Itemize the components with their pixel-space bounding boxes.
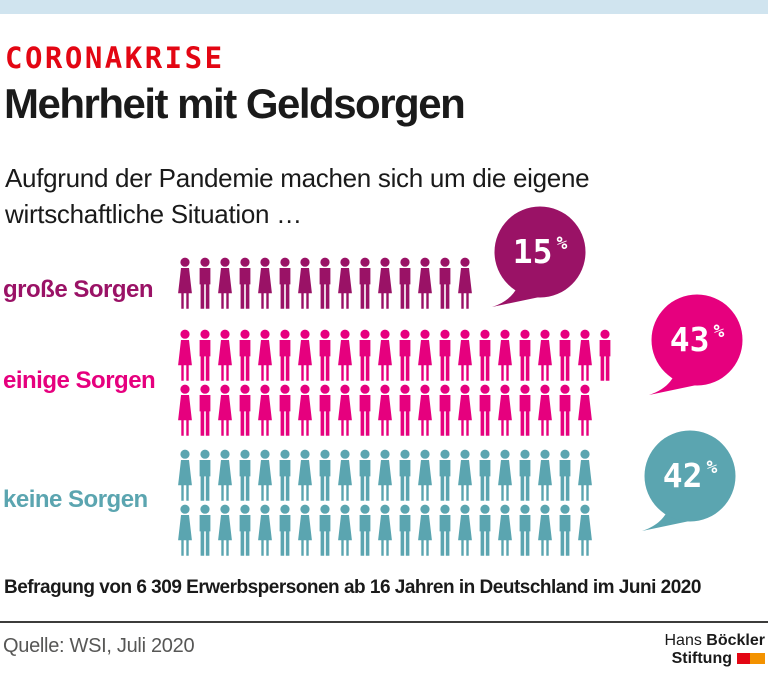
person-icon-male <box>555 449 575 503</box>
person-icon-male <box>555 329 575 383</box>
person-icon-male <box>395 257 415 311</box>
person-icon-female <box>175 504 195 558</box>
percent-sign: % <box>706 456 718 478</box>
person-icon-female <box>295 257 315 311</box>
person-icon-male <box>355 504 375 558</box>
person-icon-male <box>315 384 335 438</box>
top-accent-bar <box>0 0 768 14</box>
person-icon-female <box>335 329 355 383</box>
person-icon-female <box>295 384 315 438</box>
person-icon-male <box>315 504 335 558</box>
logo-red-block-icon <box>737 653 750 664</box>
page-title: Mehrheit mit Geldsorgen <box>4 80 465 127</box>
person-icon-female <box>175 257 195 311</box>
category-label-keine-sorgen: keine Sorgen <box>3 486 148 513</box>
person-icon-female <box>495 449 515 503</box>
person-icon-female <box>455 449 475 503</box>
person-icon-male <box>435 257 455 311</box>
pictogram-row <box>175 257 475 311</box>
person-icon-female <box>215 384 235 438</box>
person-icon-male <box>195 504 215 558</box>
person-icon-female <box>455 329 475 383</box>
person-icon-female <box>535 329 555 383</box>
person-icon-female <box>535 384 555 438</box>
person-icon-male <box>395 449 415 503</box>
person-icon-male <box>355 384 375 438</box>
person-icon-male <box>395 384 415 438</box>
person-icon-female <box>415 329 435 383</box>
percent-sign: % <box>713 320 725 342</box>
value-number: 42 <box>662 455 703 495</box>
person-icon-male <box>475 384 495 438</box>
divider-line <box>0 621 768 623</box>
person-icon-male <box>435 384 455 438</box>
person-icon-male <box>315 449 335 503</box>
person-icon-male <box>435 329 455 383</box>
person-icon-female <box>295 449 315 503</box>
person-icon-male <box>515 329 535 383</box>
logo-line2 <box>664 650 765 668</box>
person-icon-female <box>375 384 395 438</box>
person-icon-male <box>235 329 255 383</box>
person-icon-male <box>355 329 375 383</box>
person-icon-female <box>215 329 235 383</box>
value-bubble-grosse-sorgen <box>484 206 596 310</box>
subtitle-line1: Aufgrund der Pandemie machen sich um die eigene <box>5 163 590 193</box>
person-icon-female <box>535 449 555 503</box>
person-icon-female <box>335 257 355 311</box>
logo-stiftung: Stiftung <box>671 650 732 667</box>
pictogram-group-grosse-sorgen <box>175 257 475 312</box>
person-icon-male <box>275 329 295 383</box>
person-icon-female <box>335 384 355 438</box>
person-icon-female <box>415 384 435 438</box>
person-icon-male <box>595 329 615 383</box>
person-icon-female <box>415 504 435 558</box>
pictogram-row <box>175 384 615 438</box>
person-icon-male <box>395 329 415 383</box>
source-text: Quelle: WSI, Juli 2020 <box>3 635 195 657</box>
person-icon-female <box>215 257 235 311</box>
person-icon-male <box>195 257 215 311</box>
person-icon-female <box>255 449 275 503</box>
footnote: Befragung von 6 309 Erwerbspersonen ab 16 Jahren in Deutschland im Juni 2020 <box>4 577 701 598</box>
person-icon-female <box>335 449 355 503</box>
logo-orange-block-icon <box>750 653 765 664</box>
person-icon-male <box>355 449 375 503</box>
person-icon-female <box>575 329 595 383</box>
value-label <box>651 306 743 372</box>
person-icon-female <box>495 504 515 558</box>
person-icon-female <box>255 257 275 311</box>
person-icon-female <box>575 449 595 503</box>
person-icon-male <box>235 504 255 558</box>
person-icon-female <box>215 504 235 558</box>
person-icon-female <box>415 257 435 311</box>
person-icon-female <box>375 257 395 311</box>
person-icon-female <box>375 329 395 383</box>
person-icon-female <box>335 504 355 558</box>
person-icon-female <box>175 384 195 438</box>
person-icon-female <box>495 384 515 438</box>
value-label <box>494 218 586 284</box>
person-icon-male <box>395 504 415 558</box>
person-icon-male <box>275 504 295 558</box>
category-label-einige-sorgen: einige Sorgen <box>3 367 156 394</box>
person-icon-male <box>475 329 495 383</box>
pictogram-group-keine-sorgen <box>175 449 595 559</box>
person-icon-male <box>435 449 455 503</box>
person-icon-female <box>215 449 235 503</box>
person-icon-female <box>495 329 515 383</box>
person-icon-male <box>315 329 335 383</box>
value-label <box>644 442 736 508</box>
hans-boeckler-stiftung-logo <box>664 632 765 668</box>
person-icon-female <box>415 449 435 503</box>
person-icon-male <box>235 257 255 311</box>
person-icon-male <box>235 449 255 503</box>
value-bubble-einige-sorgen <box>641 294 753 398</box>
person-icon-male <box>515 449 535 503</box>
person-icon-male <box>195 384 215 438</box>
person-icon-female <box>375 504 395 558</box>
logo-line1 <box>664 632 765 650</box>
logo-hans: Hans <box>664 632 702 649</box>
kicker-heading: CORONAKRISE <box>5 41 225 75</box>
person-icon-female <box>375 449 395 503</box>
person-icon-female <box>255 504 275 558</box>
person-icon-female <box>455 504 475 558</box>
person-icon-female <box>255 384 275 438</box>
person-icon-male <box>515 384 535 438</box>
person-icon-male <box>315 257 335 311</box>
person-icon-male <box>475 504 495 558</box>
value-bubble-keine-sorgen <box>634 430 746 534</box>
person-icon-female <box>295 329 315 383</box>
person-icon-female <box>575 504 595 558</box>
person-icon-male <box>195 329 215 383</box>
subtitle-line2: wirtschaftliche Situation … <box>5 199 302 229</box>
person-icon-male <box>435 504 455 558</box>
pictogram-row <box>175 504 595 558</box>
person-icon-female <box>575 384 595 438</box>
person-icon-male <box>355 257 375 311</box>
person-icon-male <box>555 384 575 438</box>
person-icon-male <box>275 384 295 438</box>
person-icon-male <box>275 257 295 311</box>
pictogram-row <box>175 329 615 383</box>
person-icon-female <box>455 257 475 311</box>
person-icon-male <box>555 504 575 558</box>
person-icon-male <box>275 449 295 503</box>
person-icon-female <box>535 504 555 558</box>
category-label-grosse-sorgen: große Sorgen <box>3 276 154 303</box>
person-icon-male <box>475 449 495 503</box>
person-icon-male <box>515 504 535 558</box>
percent-sign: % <box>556 232 568 254</box>
logo-boeckler: Böckler <box>706 632 765 649</box>
value-number: 15 <box>512 231 553 271</box>
person-icon-male <box>235 384 255 438</box>
person-icon-male <box>195 449 215 503</box>
person-icon-female <box>255 329 275 383</box>
person-icon-female <box>175 329 195 383</box>
value-number: 43 <box>669 319 710 359</box>
pictogram-row <box>175 449 595 503</box>
person-icon-female <box>455 384 475 438</box>
pictogram-group-einige-sorgen <box>175 329 615 439</box>
person-icon-female <box>295 504 315 558</box>
person-icon-female <box>175 449 195 503</box>
